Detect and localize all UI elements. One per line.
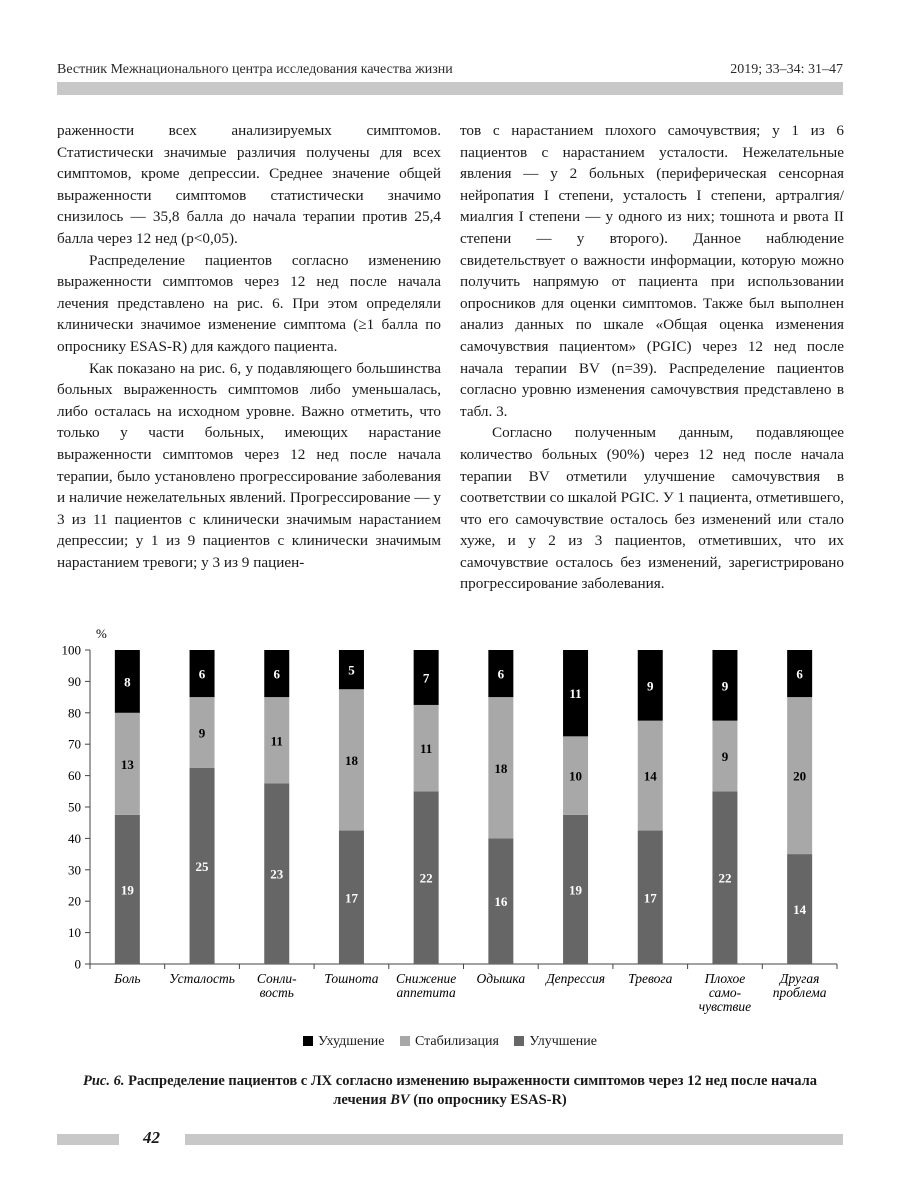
- right-column: [460, 120, 844, 595]
- stacked-bar-chart: [40, 620, 860, 1060]
- data-label: 17: [643, 890, 657, 906]
- header-bar: [57, 82, 843, 95]
- footer-bar-left: [57, 1134, 119, 1145]
- journal-title: Вестник Межнационального центра исследования качества жизни: [57, 62, 453, 77]
- legend-item-worsening: Ухудшение: [303, 1034, 384, 1050]
- data-label: 19: [569, 882, 583, 898]
- left-paragraph-2: Распределение пациентов согласно изменению выраженности симптомов через 12 нед после начала лечения представлено на рис. 6. При этом определяли клинически значимое изменение симптома (≥1 балла по опроснику ESAS-R) для каждого пациента.: [57, 251, 441, 355]
- figure-label: Рис. 6.: [83, 1073, 125, 1089]
- y-axis-label: %: [96, 626, 107, 641]
- x-tick-label: вость: [259, 985, 294, 1000]
- caption-text-1: Распределение пациентов с ЛХ согласно изменению выраженности симптомов через 12 нед после начала лечения: [124, 1073, 817, 1108]
- data-label: 22: [419, 870, 433, 886]
- footer-bar-right: [185, 1134, 843, 1145]
- x-tick-label: Одышка: [476, 971, 526, 986]
- data-label: 11: [420, 741, 433, 757]
- x-tick-label: Другая: [779, 971, 820, 986]
- data-label: 13: [120, 756, 134, 772]
- x-tick-label: Депрессия: [546, 971, 606, 986]
- y-tick-label: 30: [68, 862, 81, 878]
- data-label: 9: [721, 748, 729, 764]
- legend-item-stabilization: Стабилизация: [400, 1034, 499, 1050]
- x-tick-label: чувствие: [698, 999, 752, 1014]
- data-label: 18: [494, 760, 508, 776]
- data-label: 18: [344, 752, 358, 768]
- y-tick-label: 70: [68, 736, 81, 752]
- left-paragraph-3: Как показано на рис. 6, у подавляющего большинства больных выраженность симптомов либо уменьшалась, либо осталась на исходном уровне. Важно отметить, что только у части больных, имеющих нарастание выраженности симптомов через 12 нед после начала терапии, было установлено прогрессирование заболевания и наличие нежелательных явлений. Прогрессирование — у 3 из 11 пациентов с клинически значимым нарастанием депрессии; у 1 из 9 пациентов с клинически значимым нарастанием тревоги; у 3 из 9 пациен-: [57, 359, 441, 571]
- right-paragraph-1: тов с нарастанием плохого самочувствия; у 1 из 6 пациентов с нарастанием усталости. Нежелательные явления — у 2 больных (периферическая сенсорная нейропатия I степени, усталость I степени, артралгия/миалгия I степени — у одного из них; тошнота и рвота II степени — у второго). Данное наблюдение свидетельствует о важности информации, которую можно получить напрямую от пациента при использовании опросников для оценки симптомов. Также был выполнен анализ данных по шкале «Общая оценка изменения самочувствия пациентом» (PGIC) через 12 нед после начала терапии BV (n=39). Распределение пациентов согласно уровню изменения самочувствия представлено в табл. 3.: [460, 122, 844, 420]
- x-tick-label: проблема: [772, 985, 827, 1000]
- data-label: 20: [793, 768, 807, 784]
- left-paragraph-1: раженности всех анализируемых симптомов. Статистически значимые различия получены для всех симптомов, кроме депрессии. Среднее значение общей выраженности симптомов статистически значимо снизилось — 35,8 балла до начала терапии против 25,4 балла через 12 нед (p<0,05).: [57, 122, 441, 247]
- chart-svg: [40, 620, 860, 1030]
- data-label: 9: [198, 725, 206, 741]
- journal-header: [57, 60, 843, 80]
- x-tick-label: Тревога: [628, 971, 673, 986]
- data-label: 9: [647, 678, 654, 694]
- data-label: 23: [270, 866, 284, 882]
- data-label: 22: [718, 870, 732, 886]
- data-label: 10: [569, 768, 583, 784]
- data-label: 8: [124, 674, 131, 690]
- y-tick-label: 40: [68, 830, 81, 846]
- x-tick-label: Плохое: [704, 971, 746, 986]
- page-number: 42: [143, 1128, 160, 1147]
- x-tick-label: Снижение: [396, 971, 457, 986]
- x-tick-label: Сонли-: [256, 971, 297, 986]
- y-tick-label: 0: [74, 956, 81, 972]
- chart-legend: [0, 1034, 900, 1050]
- data-label: 14: [643, 768, 657, 784]
- y-tick-label: 80: [68, 705, 81, 721]
- data-label: 6: [198, 666, 206, 682]
- data-label: 9: [721, 678, 729, 694]
- y-tick-label: 60: [68, 768, 81, 784]
- x-tick-label: Боль: [114, 971, 141, 986]
- data-label: 11: [569, 686, 582, 702]
- x-tick-label: само-: [708, 985, 742, 1000]
- data-label: 7: [422, 670, 430, 686]
- data-label: 14: [793, 902, 807, 918]
- y-tick-label: 50: [68, 799, 81, 815]
- data-label: 5: [348, 662, 355, 678]
- data-label: 16: [494, 894, 508, 910]
- x-tick-label: аппетита: [396, 985, 456, 1000]
- issue-info: 2019; 33–34: 31–47: [730, 62, 843, 77]
- right-paragraph-2: Согласно полученным данным, подавляющее количество больных (90%) через 12 нед после начала терапии BV отметили улучшение самочувствия в соответствии со шкалой PGIC. У 1 пациента, отметившего, что его самочувствие осталось без изменений или стало хуже, и у 2 из 3 пациентов, отметивших, что их самочувствие осталось без изменений, зарегистрировано прогрессирование заболевания.: [460, 424, 844, 593]
- x-tick-label: Усталость: [169, 971, 235, 986]
- data-label: 11: [270, 733, 283, 749]
- data-label: 25: [195, 858, 209, 874]
- x-tick-label: Тошнота: [324, 971, 379, 986]
- data-label: 6: [273, 666, 280, 682]
- left-column: [57, 120, 441, 573]
- y-tick-label: 100: [61, 642, 81, 658]
- figure-caption: [80, 1072, 820, 1110]
- legend-item-improvement: Улучшение: [514, 1034, 597, 1050]
- data-label: 6: [497, 666, 505, 682]
- y-tick-label: 90: [68, 673, 81, 689]
- data-label: 6: [796, 666, 803, 682]
- caption-text-2: (по опроснику ESAS-R): [409, 1092, 567, 1108]
- data-label: 19: [120, 882, 134, 898]
- y-tick-label: 10: [68, 925, 81, 941]
- caption-bv: BV: [390, 1092, 410, 1108]
- data-label: 17: [344, 890, 358, 906]
- page-footer: [57, 1128, 843, 1150]
- y-tick-label: 20: [68, 893, 81, 909]
